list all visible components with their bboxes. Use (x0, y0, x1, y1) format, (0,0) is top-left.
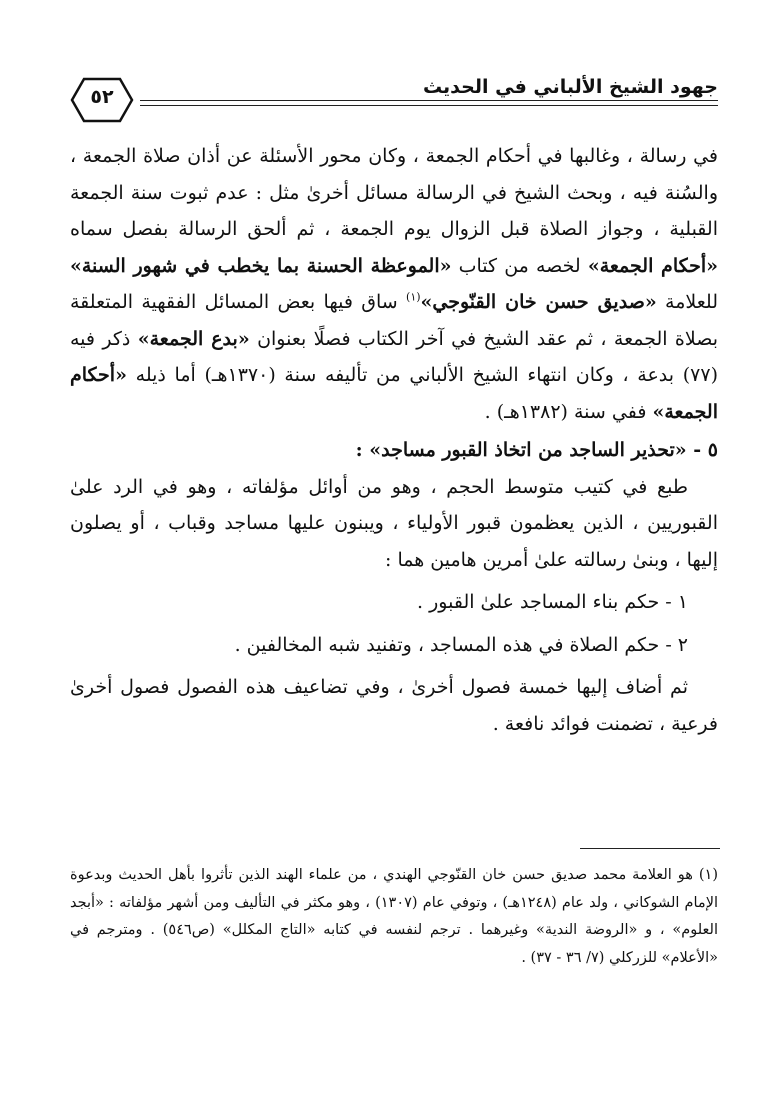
section-paragraph: طبع في كتيب متوسط الحجم ، وهو من أوائل مؤلفاته ، وهو في الرد علىٰ القبوريين ، الذين يعظمون قبور الأولياء ، ويبنون عليها مساجد وقباب ، أو يصلون إليها ، وبنىٰ رسالته علىٰ أمرين هامين هما : (70, 475, 718, 571)
header-rule (140, 100, 718, 101)
text-run: لخصه من كتاب (451, 254, 588, 277)
text-run: ففي سنة (١٣٨٢هـ) . (484, 400, 653, 423)
list-item: ٢ - حكم الصلاة في هذه المساجد ، وتفنيد شبه المخالفين . (234, 633, 688, 656)
main-text (70, 138, 718, 742)
footnote (70, 862, 718, 972)
footnote-text: (١) هو العلامة محمد صديق حسن خان القنّوجي الهندي ، من علماء الهند الذين تأثروا بأهل الحديث وبدعوة الإمام الشوكاني ، ولد عام (١٢٤٨هـ) ، وتوفي عام (١٣٠٧) ، وهو مكثر في التأليف ومن أشهر مؤلفاته : «أبجد العلوم» ، و «الروضة الندية» وغيرهما . ترجم لنفسه في كتابه «التاج المكلل» (ص٥٤٦) . ومترجم في «الأعلام» للزركلي (٧/ ٣٦ - ٣٧) . (70, 867, 718, 966)
header-rule-thin (140, 105, 718, 106)
footnote-separator (580, 848, 720, 849)
section-heading: ٥ - «تحذير الساجد من اتخاذ القبور مساجد» : (355, 439, 718, 461)
page-number: ٥٢ (90, 86, 114, 108)
bold-title: «صديق حسن خان القنّوجي» (420, 291, 657, 313)
running-title: جهود الشيخ الألباني في الحديث (422, 76, 718, 98)
text-run: في رسالة ، وغالبها في أحكام الجمعة ، وكان محور الأسئلة عن أذان صلاة الجمعة ، والسُنة فيه ، وبحث الشيخ في الرسالة مسائل أخرىٰ مثل : عدم ثبوت سنة الجمعة القبلية ، وجواز الصلاة قبل الزوال يوم الجمعة ، ثم ألحق الرسالة بفصل سماه (70, 145, 718, 240)
bold-title: «أحكام الجمعة» (587, 254, 718, 277)
text-run: ذكر فيه (٧٧) بدعة ، وكان انتهاء الشيخ الألباني من تأليفه سنة (١٣٧٠هـ) أما ذيله (70, 327, 719, 386)
text-run: ساق فيها بعض المسائل الفقهية المتعلقة بصلاة الجمعة ، ثم عقد الشيخ في آخر الكتاب فصلًا بعنوان (70, 291, 718, 350)
page-number-badge (70, 76, 134, 124)
bold-title: «الموعظة الحسنة بما يخطب في شهور السنة» (70, 254, 452, 277)
footnote-ref: (١) (406, 290, 421, 304)
bold-title: «أحكام الجمعة» (70, 364, 718, 423)
paragraph-1 (70, 138, 718, 430)
bold-title: «بدع الجمعة» (137, 327, 250, 350)
closing-paragraph: ثم أضاف إليها خمسة فصول أخرىٰ ، وفي تضاعيف هذه الفصول فصول أخرىٰ فرعية ، تضمنت فوائد نافعة . (70, 676, 718, 735)
text-run: للعلامة (656, 291, 718, 313)
page-header (70, 70, 718, 110)
list-item: ١ - حكم بناء المساجد علىٰ القبور . (417, 591, 688, 613)
